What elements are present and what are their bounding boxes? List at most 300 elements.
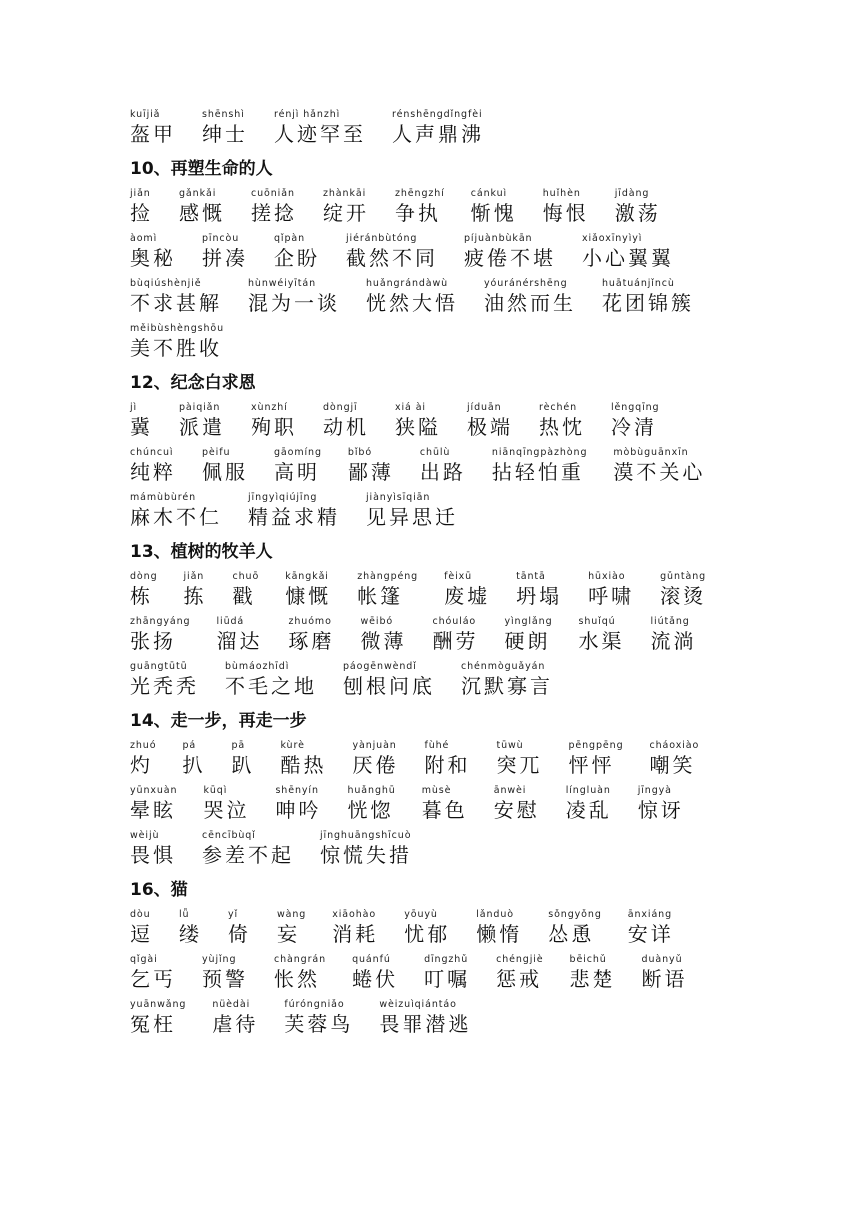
pinyin: yuānwǎng xyxy=(130,999,187,1010)
vocab-word xyxy=(251,187,297,232)
pinyin: rénjì hǎnzhì xyxy=(274,109,341,120)
hanzi: 高明 xyxy=(274,460,320,484)
vocabulary-page xyxy=(130,108,750,1043)
vocab-word xyxy=(395,401,441,446)
hanzi: 拈轻怕重 xyxy=(491,460,584,484)
hanzi: 光秃秃 xyxy=(130,674,199,698)
pinyin: sǒngyǒng xyxy=(548,909,602,920)
pinyin: zhuómo xyxy=(288,616,332,627)
hanzi: 油然而生 xyxy=(484,291,576,315)
pinyin: fùhé xyxy=(424,740,450,751)
pinyin: pēngpēng xyxy=(568,740,624,751)
hanzi: 忧郁 xyxy=(404,922,451,946)
vocab-word xyxy=(225,660,317,705)
lesson-section xyxy=(130,876,750,1043)
pinyin: zhuó xyxy=(130,740,157,751)
hanzi: 扒 xyxy=(182,753,206,777)
vocab-word xyxy=(366,277,458,322)
hanzi: 芙蓉鸟 xyxy=(284,1012,354,1036)
hanzi: 恍惚 xyxy=(347,798,394,822)
hanzi: 怂恿 xyxy=(548,922,595,946)
vocab-word xyxy=(392,108,484,153)
pinyin: jiànyìsīqiān xyxy=(366,492,431,503)
vocab-word xyxy=(323,187,369,232)
hanzi: 不求甚解 xyxy=(130,291,222,315)
hanzi: 捡 xyxy=(130,201,153,225)
vocab-word xyxy=(288,615,334,660)
pinyin: cánkuì xyxy=(470,188,508,199)
pinyin: jīngyà xyxy=(637,785,672,796)
vocab-word xyxy=(202,953,248,998)
vocab-word xyxy=(202,829,294,874)
hanzi: 精益求精 xyxy=(248,505,340,529)
pinyin: pèifu xyxy=(202,447,231,458)
pinyin: chóuláo xyxy=(432,616,477,627)
pinyin: tāntā xyxy=(516,571,546,582)
vocab-word xyxy=(539,401,585,446)
vocab-word xyxy=(248,277,340,322)
vocab-word xyxy=(130,322,224,367)
pinyin: hùnwéiyītán xyxy=(248,278,317,289)
vocab-word xyxy=(179,187,225,232)
vocab-word xyxy=(494,784,540,829)
word-row xyxy=(130,660,750,705)
pinyin: shēnyín xyxy=(275,785,319,796)
vocab-word xyxy=(566,784,612,829)
vocab-word xyxy=(357,570,418,615)
hanzi: 酬劳 xyxy=(432,629,479,653)
hanzi: 恍然大悟 xyxy=(366,291,458,315)
hanzi: 纯粹 xyxy=(130,460,176,484)
hanzi: 滚烫 xyxy=(660,584,707,608)
pinyin: pá xyxy=(182,740,197,751)
vocab-word xyxy=(285,570,331,615)
vocab-word xyxy=(496,739,542,784)
pinyin: zhànkāi xyxy=(323,188,367,199)
vocab-word xyxy=(543,187,589,232)
pinyin: jīngyìqiújīng xyxy=(248,492,318,503)
hanzi: 倚 xyxy=(228,922,251,946)
hanzi: 帐篷 xyxy=(357,584,404,608)
vocab-word xyxy=(628,908,674,953)
hanzi: 惭愧 xyxy=(470,201,517,225)
pinyin: chuō xyxy=(232,571,260,582)
hanzi: 叮嘱 xyxy=(424,967,471,991)
pinyin: lǚ xyxy=(179,909,190,920)
word-row xyxy=(130,739,750,784)
hanzi: 沉默寡言 xyxy=(461,674,553,698)
vocab-word xyxy=(379,998,471,1043)
pinyin: pā xyxy=(231,740,246,751)
vocab-word xyxy=(320,829,412,874)
lesson-heading: 10、再塑生命的人 xyxy=(130,159,273,179)
pinyin: qǐgài xyxy=(130,954,158,965)
vocab-word xyxy=(588,570,634,615)
vocab-word xyxy=(516,570,562,615)
word-row xyxy=(130,232,750,277)
hanzi: 奥秘 xyxy=(130,246,176,270)
pinyin: yùjǐng xyxy=(202,954,237,965)
vocab-word xyxy=(274,953,326,998)
vocab-word xyxy=(202,446,248,491)
pinyin: pīncòu xyxy=(202,233,240,244)
hanzi: 酷热 xyxy=(280,753,327,777)
hanzi: 坍塌 xyxy=(516,584,563,608)
lesson-section xyxy=(130,538,750,705)
vocab-word xyxy=(347,784,395,829)
pinyin: kùrè xyxy=(280,740,305,751)
hanzi: 微薄 xyxy=(360,629,407,653)
hanzi: 冤枉 xyxy=(130,1012,176,1036)
lesson-section xyxy=(130,155,750,367)
vocab-word xyxy=(638,784,684,829)
pinyin: xiá ài xyxy=(395,402,426,413)
hanzi: 附和 xyxy=(424,753,471,777)
vocab-word xyxy=(130,401,153,446)
pinyin: huǎnghū xyxy=(347,785,396,796)
pinyin: chúncuì xyxy=(130,447,174,458)
vocab-word xyxy=(130,953,176,998)
hanzi: 人迹罕至 xyxy=(274,122,366,146)
vocab-word xyxy=(130,187,153,232)
pinyin: dòu xyxy=(130,909,151,920)
hanzi: 小心翼翼 xyxy=(582,246,674,270)
pinyin: wèizuìqiántáo xyxy=(379,999,457,1010)
hanzi: 美不胜收 xyxy=(130,336,222,360)
vocab-word xyxy=(130,491,222,536)
pinyin: chénmòguǎyán xyxy=(461,661,546,672)
word-row xyxy=(130,446,750,491)
vocab-word xyxy=(476,908,522,953)
vocab-word xyxy=(570,953,616,998)
vocab-word xyxy=(179,908,202,953)
pinyin: shuǐqú xyxy=(578,616,616,627)
pinyin: dīngzhǔ xyxy=(424,954,469,965)
vocab-word xyxy=(203,784,249,829)
hanzi: 感慨 xyxy=(179,201,225,225)
vocab-word xyxy=(216,615,262,660)
vocab-word xyxy=(275,784,321,829)
word-row xyxy=(130,187,750,232)
hanzi: 暮色 xyxy=(421,798,468,822)
pinyin: dòngjī xyxy=(323,402,358,413)
pinyin: rénshēngdǐngfèi xyxy=(392,109,483,120)
pinyin: píjuànbùkān xyxy=(464,233,533,244)
vocab-word xyxy=(130,739,156,784)
pinyin: páogēnwèndǐ xyxy=(343,661,417,672)
pinyin: yōuyù xyxy=(404,909,438,920)
hanzi: 不毛之地 xyxy=(225,674,317,698)
hanzi: 缕 xyxy=(179,922,202,946)
pinyin: ānwèi xyxy=(493,785,527,796)
hanzi: 水渠 xyxy=(578,629,625,653)
pinyin: yóuránérshēng xyxy=(484,278,568,289)
pinyin: gǎnkǎi xyxy=(179,188,217,199)
hanzi: 绅士 xyxy=(202,122,248,146)
pinyin: bùqiúshènjiě xyxy=(130,278,202,289)
hanzi: 逗 xyxy=(130,922,153,946)
hanzi: 预警 xyxy=(202,967,248,991)
hanzi: 戳 xyxy=(232,584,256,608)
hanzi: 蜷伏 xyxy=(352,967,399,991)
pinyin: lěngqīng xyxy=(611,402,660,413)
hanzi: 突兀 xyxy=(496,753,543,777)
hanzi: 凌乱 xyxy=(565,798,612,822)
pinyin: mámùbùrén xyxy=(130,492,197,503)
hanzi: 激荡 xyxy=(614,201,661,225)
lesson-heading: 13、植树的牧羊人 xyxy=(130,542,273,562)
pinyin: zhēngzhí xyxy=(395,188,445,199)
lesson-heading: 12、纪念白求恩 xyxy=(130,373,256,393)
vocab-word xyxy=(184,570,207,615)
vocab-word xyxy=(611,401,659,446)
word-row xyxy=(130,491,750,536)
pinyin: huātuánjǐncù xyxy=(602,278,675,289)
vocab-word xyxy=(130,660,199,705)
pinyin: jiǎn xyxy=(130,188,151,199)
hanzi: 畏惧 xyxy=(130,843,176,867)
lesson-section xyxy=(130,707,750,874)
vocab-word xyxy=(130,570,158,615)
hanzi: 惊慌失措 xyxy=(320,843,412,867)
hanzi: 极端 xyxy=(467,415,513,439)
pinyin: niānqīngpàzhòng xyxy=(491,447,588,458)
vocab-word xyxy=(548,908,602,953)
hanzi: 嘲笑 xyxy=(649,753,696,777)
pinyin: bùmáozhīdì xyxy=(225,661,290,672)
hanzi: 安慰 xyxy=(493,798,540,822)
vocab-word xyxy=(130,108,176,153)
vocab-word xyxy=(179,401,225,446)
pinyin: ānxiáng xyxy=(627,909,673,920)
vocab-word xyxy=(332,908,378,953)
pinyin: měibùshèngshōu xyxy=(130,323,225,334)
hanzi: 悲楚 xyxy=(569,967,616,991)
pinyin: shēnshì xyxy=(202,109,245,120)
vocab-word xyxy=(579,615,625,660)
pinyin: liútǎng xyxy=(650,616,690,627)
pinyin: wàng xyxy=(277,909,307,920)
hanzi: 派遣 xyxy=(179,415,225,439)
vocab-word xyxy=(228,908,251,953)
word-row xyxy=(130,908,750,953)
hanzi: 刨根问底 xyxy=(343,674,435,698)
hanzi: 虐待 xyxy=(212,1012,259,1036)
hanzi: 冀 xyxy=(130,415,153,439)
vocab-word xyxy=(352,739,398,784)
pinyin: xiāohào xyxy=(332,909,377,920)
hanzi: 懒惰 xyxy=(476,922,523,946)
pinyin: cuōniǎn xyxy=(251,188,295,199)
hanzi: 惩戒 xyxy=(496,967,543,991)
vocab-word xyxy=(464,232,556,277)
hanzi: 安详 xyxy=(627,922,674,946)
hanzi: 栋 xyxy=(130,584,153,608)
pinyin: zhàngpéng xyxy=(357,571,419,582)
pinyin: qǐpàn xyxy=(274,233,306,244)
vocab-word xyxy=(613,446,705,491)
vocab-word xyxy=(467,401,513,446)
hanzi: 怦怦 xyxy=(568,753,615,777)
pinyin: yànjuàn xyxy=(352,740,397,751)
vocab-word xyxy=(422,784,468,829)
vocab-word xyxy=(420,446,466,491)
pinyin: fúróngniǎo xyxy=(284,999,345,1010)
pinyin: quánfú xyxy=(352,954,391,965)
pinyin: nüèdài xyxy=(212,999,251,1010)
hanzi: 乞丐 xyxy=(130,967,176,991)
pinyin: huǐhèn xyxy=(542,188,581,199)
hanzi: 出路 xyxy=(419,460,466,484)
vocab-word xyxy=(504,615,552,660)
vocab-word xyxy=(346,232,438,277)
pinyin: xiǎoxīnyìyì xyxy=(582,233,643,244)
word-row xyxy=(130,108,750,153)
word-row xyxy=(130,998,750,1043)
pinyin: huǎngrándàwù xyxy=(366,278,449,289)
hanzi: 混为一谈 xyxy=(248,291,340,315)
vocab-word xyxy=(274,446,322,491)
pinyin: chūlù xyxy=(419,447,451,458)
vocab-word xyxy=(130,998,186,1043)
hanzi: 消耗 xyxy=(332,922,379,946)
vocab-word xyxy=(484,277,576,322)
pinyin: kuījiǎ xyxy=(130,109,161,120)
pinyin: cháoxiào xyxy=(649,740,700,751)
hanzi: 断语 xyxy=(641,967,688,991)
hanzi: 麻木不仁 xyxy=(130,505,222,529)
vocab-word xyxy=(182,739,205,784)
pinyin: mòbùguānxīn xyxy=(613,447,689,458)
hanzi: 热忱 xyxy=(539,415,585,439)
hanzi: 搓捻 xyxy=(251,201,297,225)
pinyin: lǎnduò xyxy=(476,909,514,920)
vocab-word xyxy=(582,232,674,277)
pinyin: wèijù xyxy=(130,830,160,841)
hanzi: 琢磨 xyxy=(288,629,335,653)
vocab-word xyxy=(360,615,406,660)
hanzi: 鄙薄 xyxy=(347,460,394,484)
hanzi: 晕眩 xyxy=(130,798,176,822)
vocab-word xyxy=(251,401,297,446)
hanzi: 狭隘 xyxy=(395,415,441,439)
vocab-word xyxy=(461,660,553,705)
vocab-word xyxy=(233,570,260,615)
hanzi: 妄 xyxy=(277,922,300,946)
hanzi: 哭泣 xyxy=(203,798,250,822)
pinyin: mùsè xyxy=(421,785,452,796)
pinyin: gǔntàng xyxy=(660,571,707,582)
hanzi: 灼 xyxy=(130,753,153,777)
vocab-word xyxy=(432,615,478,660)
hanzi: 动机 xyxy=(323,415,369,439)
vocab-word xyxy=(130,829,176,874)
vocab-word xyxy=(568,739,623,784)
lesson-heading: 14、走一步，再走一步 xyxy=(130,711,307,731)
vocab-word xyxy=(130,446,176,491)
pinyin: gāomíng xyxy=(274,447,322,458)
vocab-word xyxy=(492,446,587,491)
vocab-word xyxy=(274,232,320,277)
hanzi: 殉职 xyxy=(251,415,297,439)
vocab-word xyxy=(343,660,435,705)
pinyin: jīdàng xyxy=(614,188,650,199)
pinyin: yìnglǎng xyxy=(504,616,553,627)
vocab-word xyxy=(352,953,398,998)
pinyin: jīnghuāngshīcuò xyxy=(320,830,412,841)
hanzi: 漠不关心 xyxy=(613,460,706,484)
pinyin: pàiqiǎn xyxy=(179,402,221,413)
pinyin: yūnxuàn xyxy=(130,785,178,796)
pinyin: fèixū xyxy=(444,571,473,582)
pinyin: duànyǔ xyxy=(641,954,683,965)
vocab-word xyxy=(660,570,706,615)
hanzi: 盔甲 xyxy=(130,122,176,146)
word-row xyxy=(130,615,750,660)
vocab-word xyxy=(471,187,517,232)
word-row xyxy=(130,401,750,446)
pinyin: wēibó xyxy=(360,616,394,627)
vocab-word xyxy=(602,277,694,322)
pinyin: chàngrán xyxy=(274,954,327,965)
word-row xyxy=(130,277,750,322)
vocab-word xyxy=(231,739,254,784)
vocab-word xyxy=(615,187,661,232)
pinyin: kāngkǎi xyxy=(285,571,329,582)
vocab-word xyxy=(202,232,248,277)
hanzi: 佩服 xyxy=(202,460,248,484)
vocab-word xyxy=(202,108,248,153)
hanzi: 争执 xyxy=(395,201,441,225)
hanzi: 厌倦 xyxy=(352,753,399,777)
word-row xyxy=(130,784,750,829)
hanzi: 呻吟 xyxy=(275,798,322,822)
vocab-word xyxy=(424,953,470,998)
vocab-word xyxy=(130,615,190,660)
vocab-word xyxy=(274,108,366,153)
pinyin: jì xyxy=(130,402,138,413)
pinyin: àomì xyxy=(130,233,158,244)
vocab-word xyxy=(277,908,306,953)
pinyin: jíduān xyxy=(467,402,502,413)
pinyin: cēncībùqǐ xyxy=(202,830,256,841)
hanzi: 流淌 xyxy=(650,629,697,653)
hanzi: 疲倦不堪 xyxy=(464,246,556,270)
pinyin: zhāngyáng xyxy=(130,616,191,627)
hanzi: 趴 xyxy=(231,753,255,777)
vocab-word xyxy=(444,570,490,615)
pinyin: dòng xyxy=(130,571,158,582)
vocab-word xyxy=(366,491,458,536)
pinyin: xùnzhí xyxy=(251,402,288,413)
pinyin: kūqì xyxy=(203,785,228,796)
vocab-word xyxy=(348,446,394,491)
hanzi: 悔恨 xyxy=(542,201,589,225)
vocab-word xyxy=(284,998,353,1043)
vocab-word xyxy=(496,953,543,998)
hanzi: 惊讶 xyxy=(637,798,684,822)
vocab-word xyxy=(323,401,369,446)
vocab-word xyxy=(395,187,445,232)
lesson-heading: 16、猫 xyxy=(130,880,188,900)
pinyin: tūwù xyxy=(496,740,524,751)
hanzi: 绽开 xyxy=(323,201,369,225)
hanzi: 参差不起 xyxy=(202,843,294,867)
hanzi: 溜达 xyxy=(216,629,263,653)
hanzi: 人声鼎沸 xyxy=(392,122,484,146)
word-row xyxy=(130,953,750,998)
hanzi: 怅然 xyxy=(274,967,320,991)
